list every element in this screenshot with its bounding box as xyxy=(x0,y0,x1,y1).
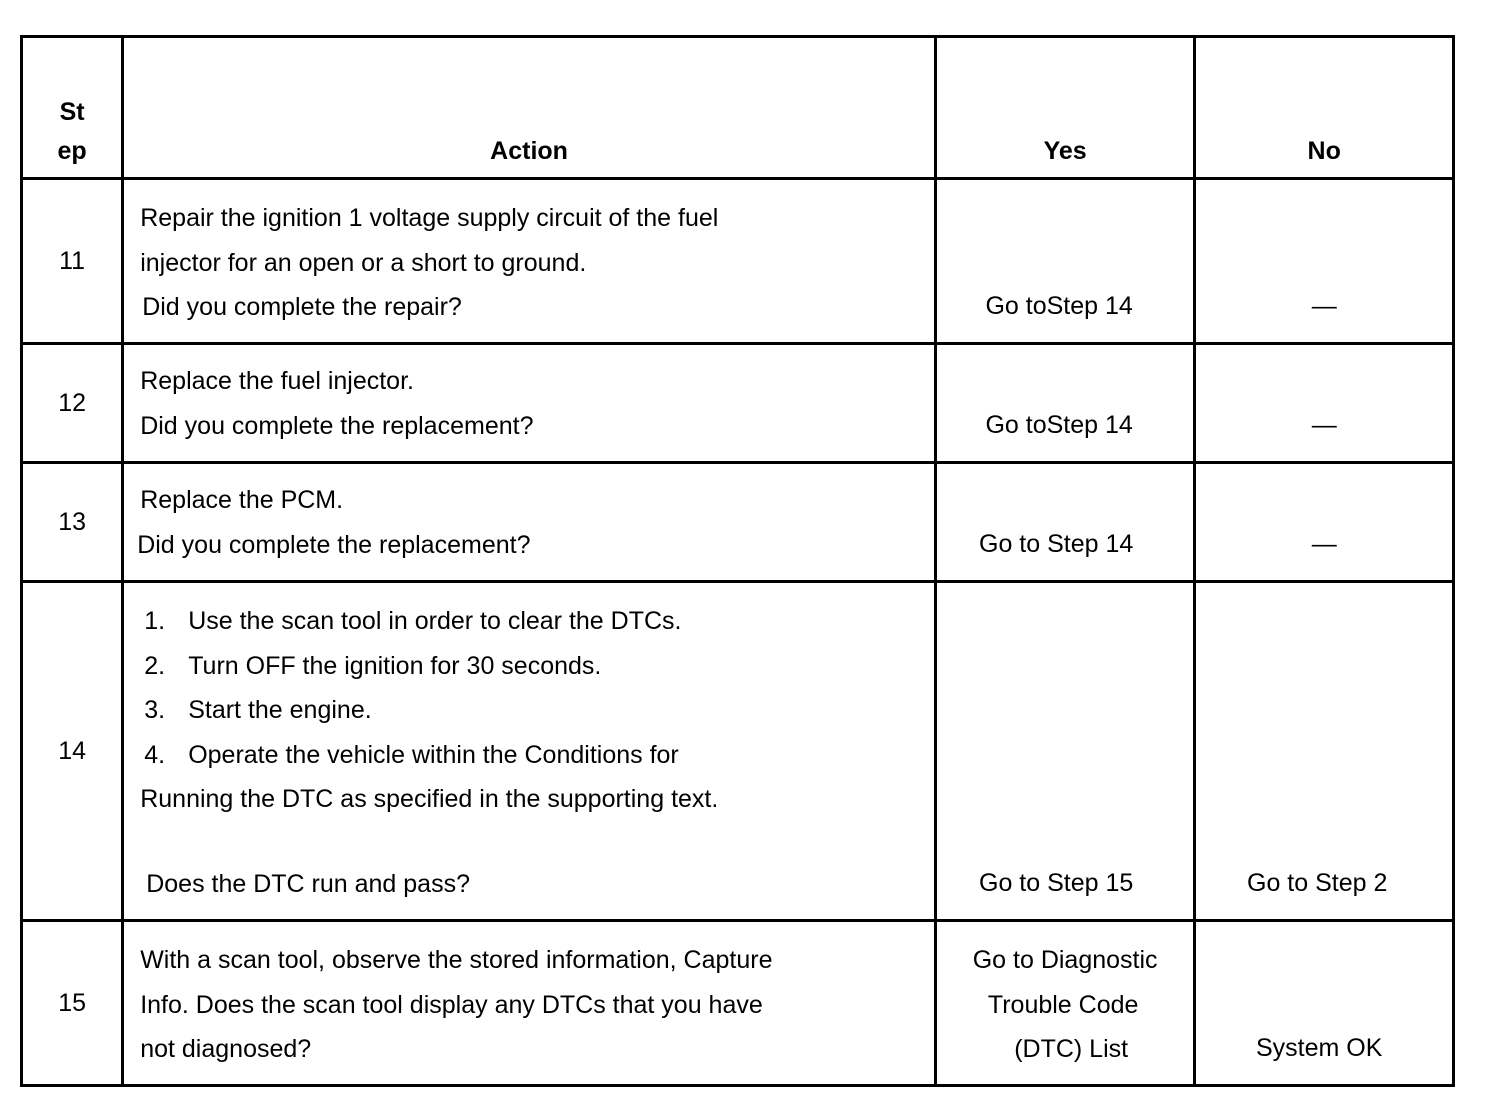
table-row xyxy=(22,344,1454,463)
action-line: Did you complete the repair? xyxy=(142,293,462,321)
list-item-number: 1. xyxy=(144,607,166,635)
list-item xyxy=(140,599,934,644)
step-number: 12 xyxy=(22,344,123,463)
no-cell xyxy=(1195,179,1454,344)
table-row xyxy=(22,921,1454,1086)
step-number: 15 xyxy=(22,921,123,1086)
action-question: Does the DTC run and pass? xyxy=(146,869,470,898)
no-system-ok: System OK xyxy=(1256,1033,1383,1062)
header-action: Action xyxy=(123,37,936,179)
action-cell xyxy=(123,344,936,463)
list-item xyxy=(140,733,934,778)
list-item-text: Use the scan tool in order to clear the DTCs. xyxy=(188,607,682,635)
action-line: not diagnosed? xyxy=(140,1035,312,1063)
list-item-number: 3. xyxy=(144,696,166,724)
action-cell xyxy=(123,921,936,1086)
step-number: 11 xyxy=(22,179,123,344)
yes-link-step-15: Go to Step 15 xyxy=(979,868,1134,897)
step-number: 14 xyxy=(22,582,123,921)
list-item xyxy=(140,644,934,689)
action-line: Info. Does the scan tool display any DTCs that you have xyxy=(140,990,763,1019)
yes-cell xyxy=(935,921,1195,1086)
action-line: injector for an open or a short to ground. xyxy=(140,248,587,277)
spacer xyxy=(140,822,934,862)
header-no: No xyxy=(1195,37,1454,179)
no-cell xyxy=(1195,582,1454,921)
table-row xyxy=(22,582,1454,921)
yes-link-dtc-list-line-1: Go to Diagnostic xyxy=(972,946,1158,974)
no-dash: — xyxy=(1311,410,1337,439)
no-cell xyxy=(1195,921,1454,1086)
header-yes: Yes xyxy=(935,37,1195,179)
action-cell xyxy=(123,179,936,344)
yes-link-dtc-list-line-2: Trouble Code xyxy=(987,990,1139,1019)
header-step xyxy=(22,37,123,179)
action-line: Replace the PCM. xyxy=(140,486,344,514)
action-cell xyxy=(123,582,936,921)
yes-cell xyxy=(935,463,1195,582)
yes-link-step-14: Go toStep 14 xyxy=(985,291,1133,320)
action-continuation: Running the DTC as specified in the supporting text. xyxy=(140,785,719,813)
list-item-number: 2. xyxy=(144,651,166,680)
yes-cell xyxy=(935,179,1195,344)
action-line: Did you complete the replacement? xyxy=(140,411,534,440)
list-item xyxy=(140,688,934,733)
diagnostic-table xyxy=(20,35,1455,1087)
table-row xyxy=(22,179,1454,344)
header-step-line-2: ep xyxy=(57,137,87,165)
yes-link-step-14: Go to Step 14 xyxy=(979,529,1134,558)
action-line: Did you complete the replacement? xyxy=(137,530,531,559)
no-link-step-2: Go to Step 2 xyxy=(1247,868,1388,897)
table-row xyxy=(22,463,1454,582)
action-line: Repair the ignition 1 voltage supply circuit of the fuel xyxy=(140,204,719,232)
no-dash: — xyxy=(1311,529,1337,558)
list-item-text: Start the engine. xyxy=(188,696,372,724)
header-step-line-1: St xyxy=(59,98,85,126)
list-item-text: Operate the vehicle within the Conditions for xyxy=(188,740,679,769)
action-cell xyxy=(123,463,936,582)
list-item-number: 4. xyxy=(144,740,166,769)
action-line: With a scan tool, observe the stored information, Capture xyxy=(140,946,773,974)
yes-cell xyxy=(935,344,1195,463)
step-number: 13 xyxy=(22,463,123,582)
no-dash: — xyxy=(1311,291,1337,320)
action-line: Replace the fuel injector. xyxy=(140,367,414,395)
yes-link-dtc-list-line-3: (DTC) List xyxy=(1014,1035,1129,1063)
yes-link-step-14: Go toStep 14 xyxy=(985,410,1133,439)
no-cell xyxy=(1195,463,1454,582)
yes-cell xyxy=(935,582,1195,921)
list-item-text: Turn OFF the ignition for 30 seconds. xyxy=(188,651,602,680)
no-cell xyxy=(1195,344,1454,463)
header-row xyxy=(22,37,1454,179)
